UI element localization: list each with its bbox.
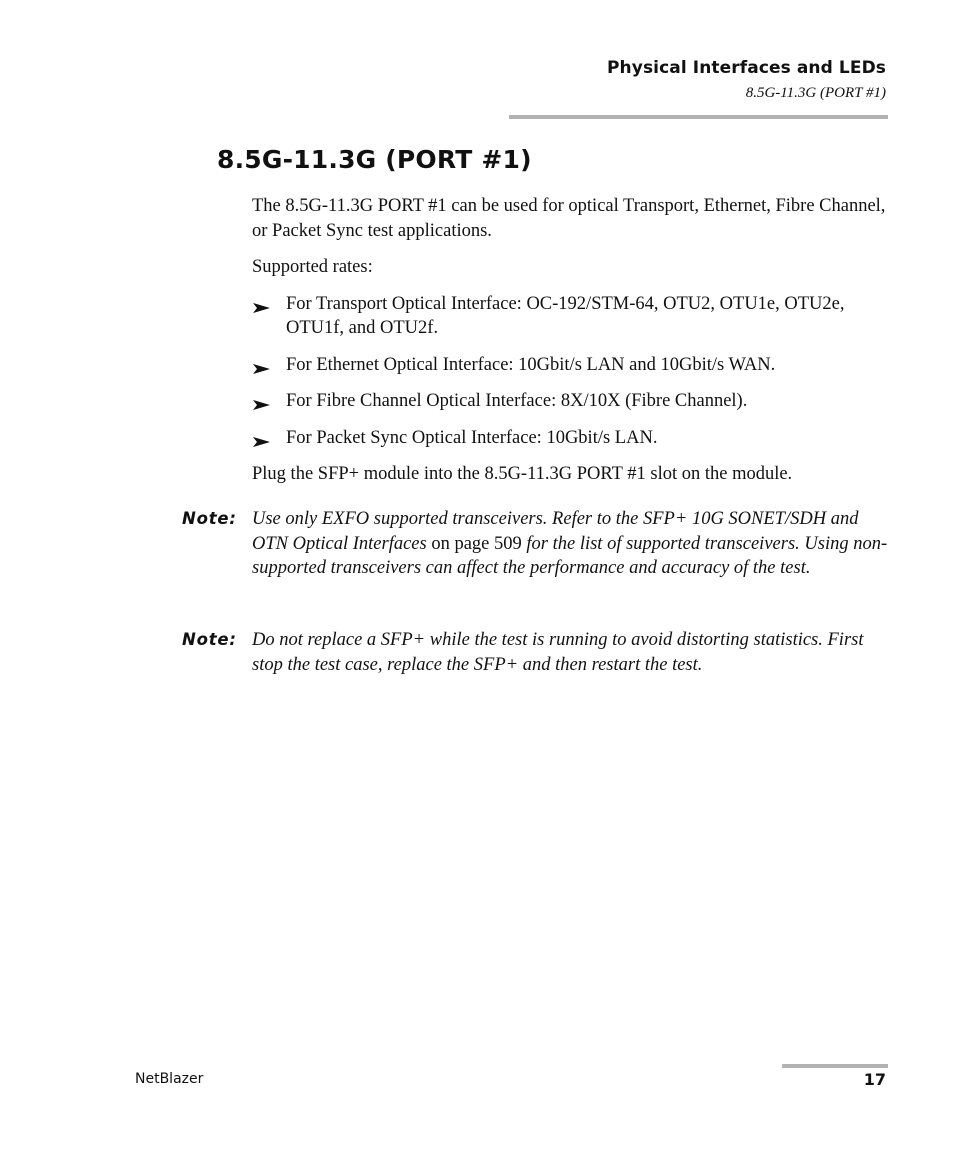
note-label: Note:: [182, 630, 237, 649]
arrow-bullet-icon: [252, 353, 272, 377]
cross-reference-link[interactable]: SFP+ 10G SONET/SDH and OTN Optical Interfaces: [252, 509, 859, 554]
header-divider: [509, 115, 888, 119]
list-item-text: For Packet Sync Optical Interface: 10Gbit/s LAN.: [286, 427, 658, 448]
page-title: 8.5G-11.3G (PORT #1): [217, 145, 532, 174]
list-item: [252, 353, 892, 378]
footer-divider: [782, 1064, 888, 1068]
list-item: [252, 389, 892, 414]
header-section-title: Physical Interfaces and LEDs: [607, 58, 886, 78]
list-item-text: For Transport Optical Interface: OC-192/STM-64, OTU2, OTU1e, OTU2e, OTU1f, and OTU2f.: [286, 293, 845, 338]
page-reference: on page 509: [426, 533, 527, 554]
arrow-bullet-icon: [252, 389, 272, 413]
intro-paragraph: The 8.5G-11.3G PORT #1 can be used for optical Transport, Ethernet, Fibre Channel, or Packet Sync test applications.: [252, 196, 886, 241]
header-subsection: 8.5G-11.3G (PORT #1): [745, 85, 886, 101]
arrow-bullet-icon: [252, 426, 272, 450]
supported-rates-list: [252, 292, 892, 451]
list-item-text: For Fibre Channel Optical Interface: 8X/10X (Fibre Channel).: [286, 391, 748, 411]
note-transceivers: [182, 507, 892, 581]
note-replace-sfp: [182, 628, 892, 677]
page-number: 17: [863, 1070, 886, 1089]
list-item: [252, 292, 892, 341]
note-label: Note:: [182, 509, 237, 528]
footer-product-name: NetBlazer: [135, 1071, 204, 1087]
plug-instruction: Plug the SFP+ module into the 8.5G-11.3G PORT #1 slot on the module.: [252, 464, 793, 484]
note-text: Do not replace a SFP+ while the test is running to avoid distorting statistics. First stop the test case, replace the SFP+ and then restart the test.: [252, 630, 864, 675]
arrow-bullet-icon: [252, 292, 272, 316]
main-content: [252, 194, 892, 487]
page-header: [607, 58, 886, 102]
list-item-text: For Ethernet Optical Interface: 10Gbit/s LAN and 10Gbit/s WAN.: [286, 354, 776, 375]
supported-rates-label: Supported rates:: [252, 257, 373, 277]
list-item: [252, 426, 892, 451]
note-text: Use only EXFO supported transceivers. Refer to the SFP+ 10G SONET/SDH and OTN Optical Interfaces on page 509 for the list of supported transceivers. Using non-supported transceivers can affect the performance and accuracy of the test.: [252, 509, 888, 578]
